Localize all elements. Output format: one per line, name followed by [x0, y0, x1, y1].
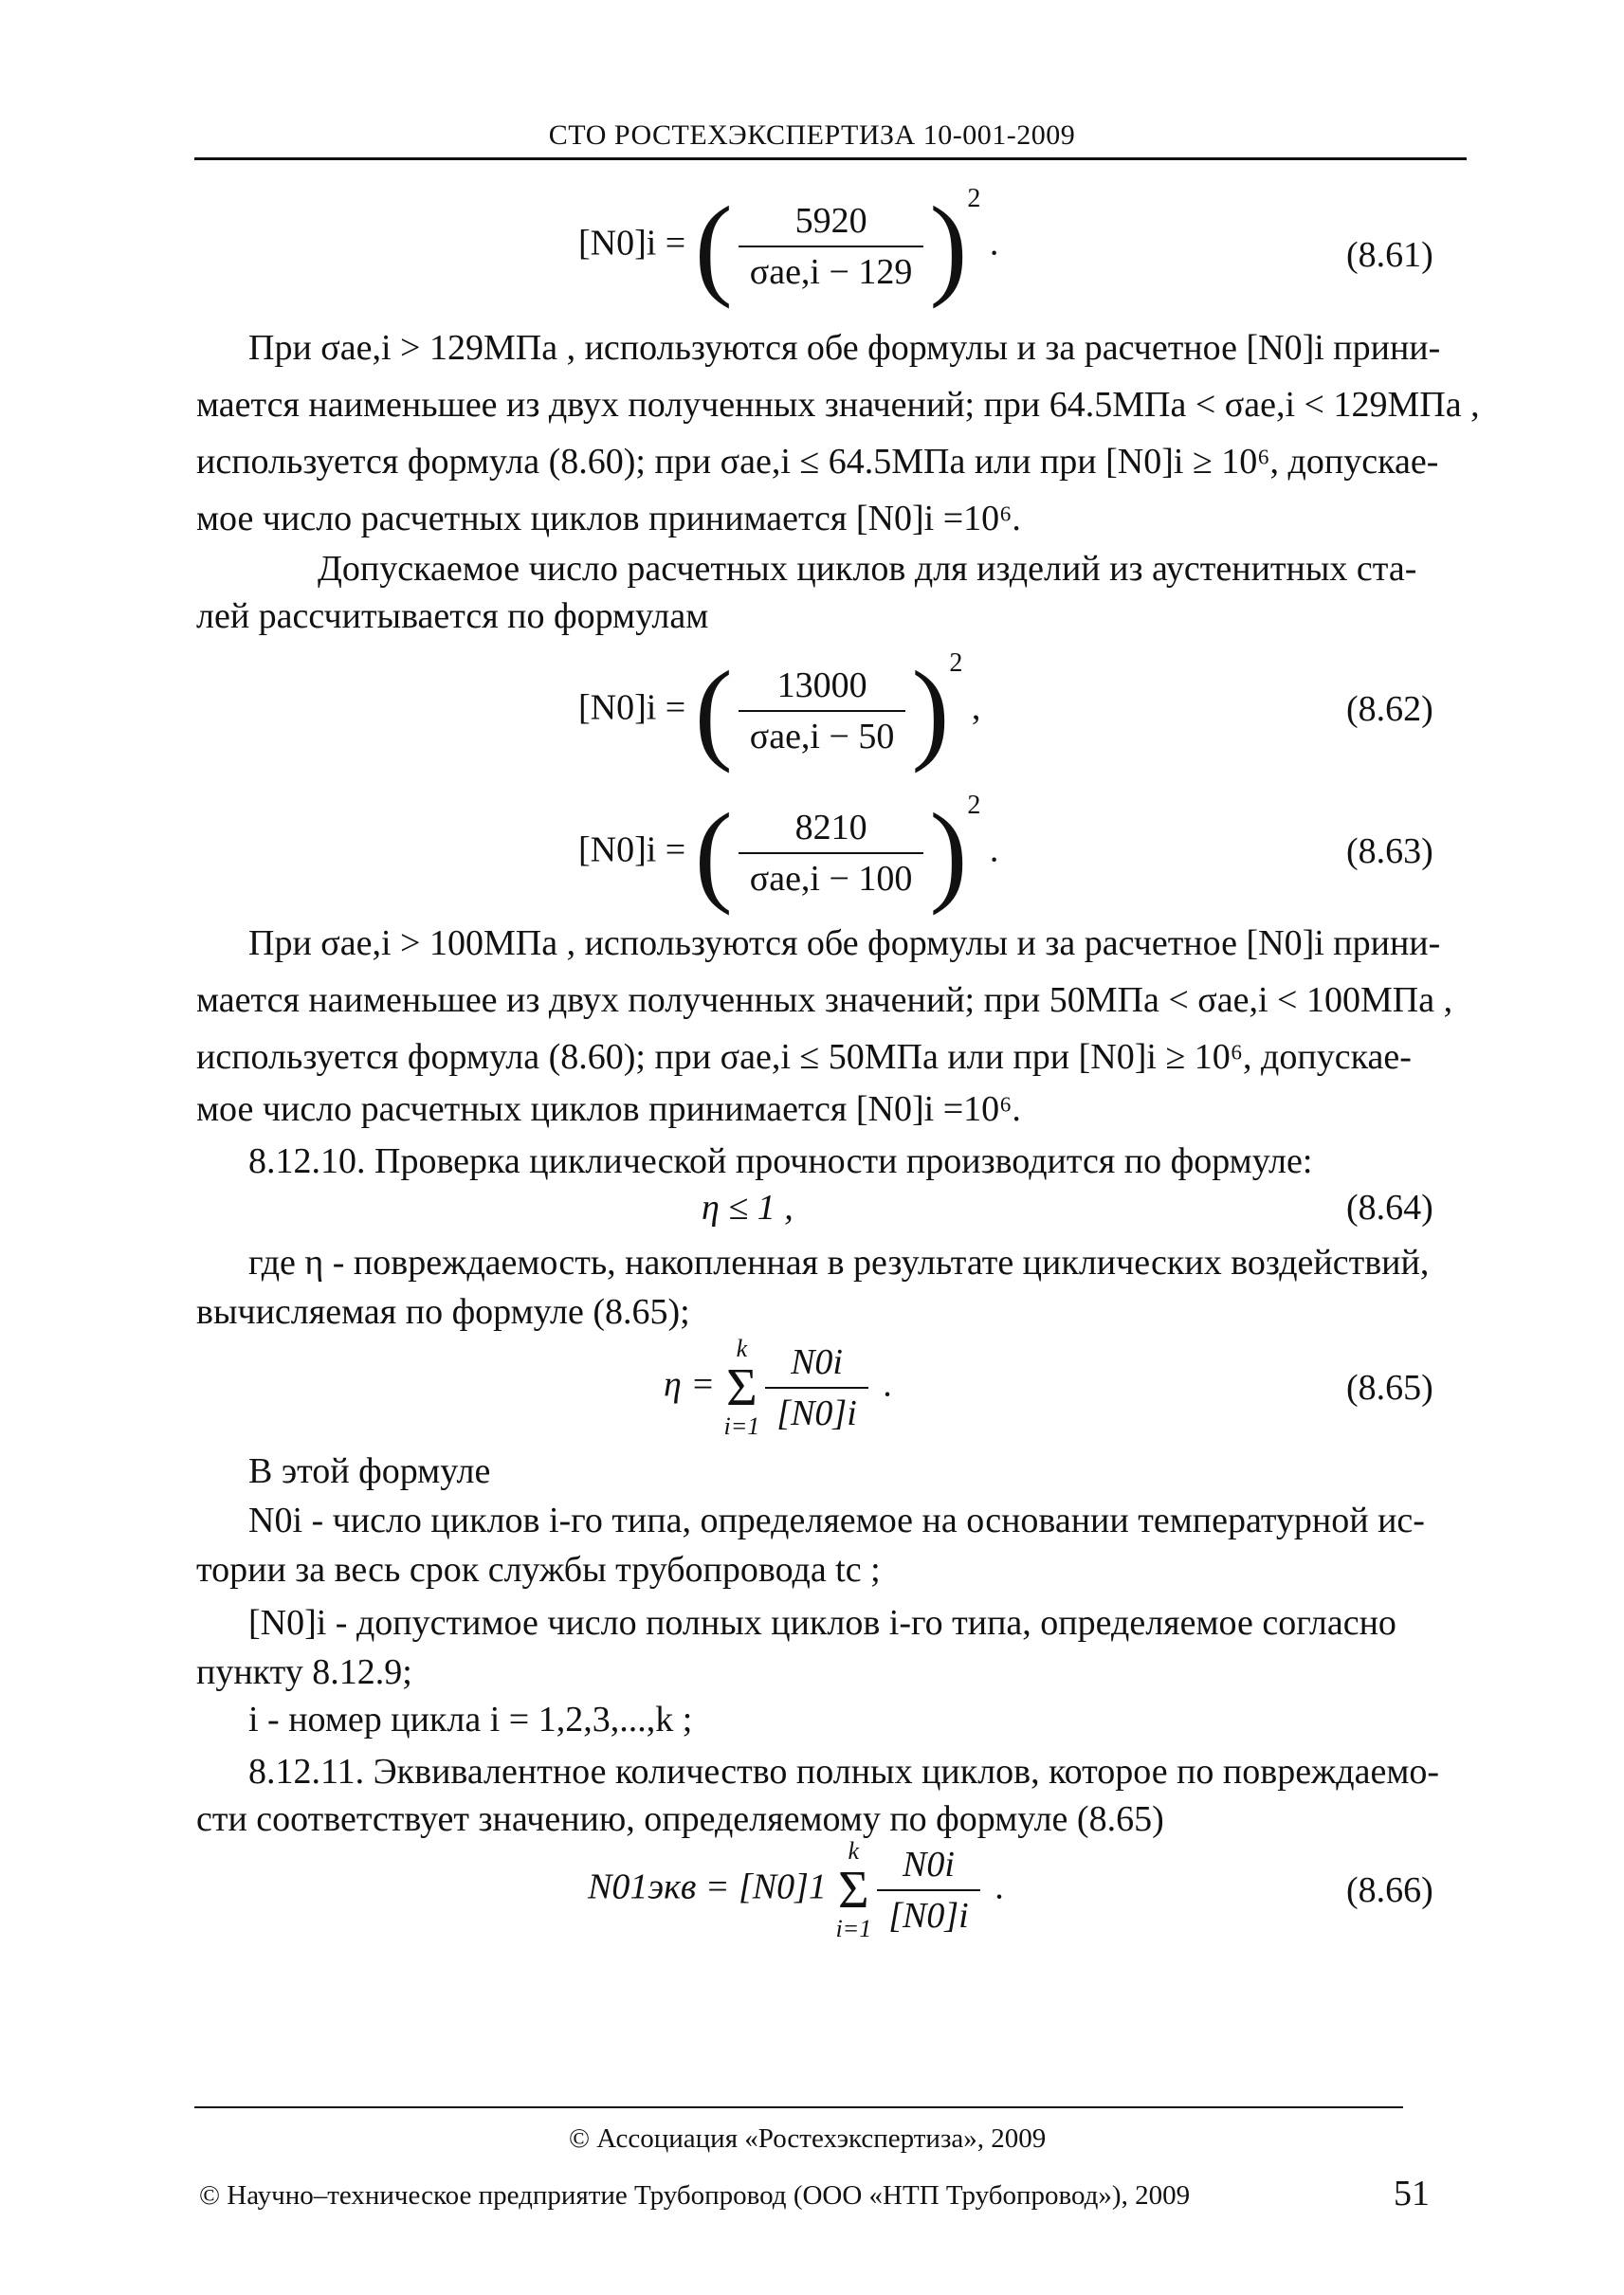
eq-8-65-lhs: η = [664, 1364, 715, 1405]
para6: В этой формуле [248, 1451, 491, 1491]
left-paren-icon: ( [694, 647, 733, 774]
eq-8-62-numerator: 13000 [776, 665, 867, 705]
eq-8-62-power: 2 [949, 648, 963, 678]
para1-line2: мается наименьшее из двух полученных значений; при 64.5МПа < σae,i < 129МПа , [196, 385, 1480, 425]
para10-line2: сти соответствует значению, определяемому по формуле (8.65) [196, 1799, 1164, 1839]
right-paren-icon: ) [929, 183, 968, 309]
equation-8-66 [588, 1839, 1004, 1941]
eq-8-65-lower: i=1 [723, 1412, 760, 1440]
eq-8-66-denominator: [N0]i [877, 1889, 979, 1937]
eq-8-61-power: 2 [967, 184, 981, 213]
para8-line1: [N0]i - допустимое число полных циклов i-го типа, определяемое согласно [248, 1603, 1396, 1643]
eq-8-66-tail: . [994, 1867, 1004, 1907]
para9: i - номер цикла i = 1,2,3,...,k ; [248, 1700, 693, 1739]
eq-8-62-lhs: [N0]i = [578, 687, 686, 728]
para10-line1: 8.12.11. Эквивалентное количество полных циклов, которое по повреждаемо- [248, 1752, 1440, 1792]
para3-line3: используется формула (8.60); при σae,i ≤ 50МПа или при [N0]i ≥ 10⁶, допускае- [196, 1037, 1412, 1077]
para8-line2: пункту 8.12.9; [196, 1652, 412, 1692]
eq-8-63-tail: . [989, 829, 999, 870]
eq-8-61-tail: . [989, 223, 999, 264]
eq-8-66-numerator: N0i [903, 1845, 955, 1885]
equation-number-8-64: (8.64) [1346, 1188, 1433, 1228]
eq-8-62-tail: , [971, 687, 981, 728]
right-paren-icon: ) [929, 790, 968, 916]
eq-8-61-fraction [739, 200, 924, 293]
eq-8-61-lhs: [N0]i = [578, 223, 686, 264]
eq-8-63-power: 2 [967, 791, 981, 820]
eq-8-62-fraction [739, 665, 906, 757]
para7-line1: N0i - число циклов i-го типа, определяемое на основании температурной ис- [248, 1501, 1425, 1540]
equation-number-8-61: (8.61) [1346, 235, 1433, 275]
equation-8-63 [578, 790, 999, 916]
eq-8-65-fraction [765, 1341, 867, 1434]
right-paren-icon: ) [911, 647, 950, 774]
equation-number-8-63: (8.63) [1346, 831, 1433, 871]
equation-8-65 [664, 1337, 892, 1439]
equation-number-8-66: (8.66) [1346, 1870, 1433, 1910]
para1-line3: используется формула (8.60); при σae,i ≤ 64.5МПа или при [N0]i ≥ 10⁶, допускае- [196, 442, 1439, 482]
header-rule [194, 157, 1467, 160]
left-paren-icon: ( [694, 790, 733, 916]
para2-line2: лей рассчитывается по формулам [196, 596, 709, 636]
eq-8-66-lower: i=1 [835, 1915, 872, 1942]
eq-8-63-fraction [739, 807, 924, 900]
para3-line1: При σae,i > 100МПа , используются обе формулы и за расчетное [N0]i прини- [248, 923, 1441, 963]
para1-line1: При σae,i > 129МПа , используются обе формулы и за расчетное [N0]i прини- [248, 328, 1441, 368]
footer-copyright-company: © Научно–техническое предприятие Трубопровод (ООО «НТП Трубопровод»), 2009 [199, 2180, 1191, 2211]
equation-number-8-65: (8.65) [1346, 1368, 1433, 1408]
eq-8-66-fraction [877, 1844, 979, 1937]
eq-8-66-lhs: N01экв = [N0]1 [588, 1867, 827, 1907]
eq-8-66-upper: k [848, 1837, 860, 1865]
equation-8-64: η ≤ 1 , [702, 1188, 794, 1228]
para1-line4: мое число расчетных циклов принимается [N0]i =10⁶. [196, 499, 1021, 538]
footer-copyright-association: © Ассоциация «Ростехэкспертиза», 2009 [569, 2123, 1047, 2154]
eq-8-63-numerator: 8210 [794, 808, 867, 847]
eq-8-65-tail: . [883, 1364, 892, 1405]
para4: 8.12.10. Проверка циклической прочности производится по формуле: [248, 1141, 1313, 1181]
para3-line2: мается наименьшее из двух полученных значений; при 50МПа < σae,i < 100МПа , [196, 980, 1453, 1020]
eq-8-65-numerator: N0i [791, 1342, 843, 1382]
eq-8-63-denominator: σae,i − 100 [739, 852, 924, 900]
sum-icon: k Σ i=1 [723, 1335, 760, 1440]
equation-8-61 [578, 183, 999, 309]
eq-8-62-denominator: σae,i − 50 [739, 710, 906, 757]
eq-8-61-denominator: σae,i − 129 [739, 246, 924, 293]
left-paren-icon: ( [694, 183, 733, 309]
equation-number-8-62: (8.62) [1346, 689, 1433, 729]
para5-line2: вычисляемая по формуле (8.65); [196, 1292, 690, 1332]
para5-line1: где η - повреждаемость, накопленная в результате циклических воздействий, [248, 1243, 1430, 1283]
running-header: СТО РОСТЕХЭКСПЕРТИЗА 10-001-2009 [548, 119, 1076, 151]
para2-line1: Допускаемое число расчетных циклов для изделий из аустенитных ста- [318, 549, 1417, 589]
eq-8-61-numerator: 5920 [794, 201, 867, 241]
equation-8-62 [578, 647, 981, 774]
para7-line2: тории за весь срок службы трубопровода tc ; [196, 1550, 881, 1590]
eq-8-65-upper: k [736, 1335, 748, 1362]
eq-8-65-denominator: [N0]i [765, 1387, 867, 1434]
footer-rule [194, 2106, 1403, 2108]
sum-icon: k Σ i=1 [835, 1837, 872, 1942]
eq-8-63-lhs: [N0]i = [578, 829, 686, 870]
page-number: 51 [1394, 2174, 1430, 2213]
para3-line4: мое число расчетных циклов принимается [N0]i =10⁶. [196, 1089, 1021, 1129]
